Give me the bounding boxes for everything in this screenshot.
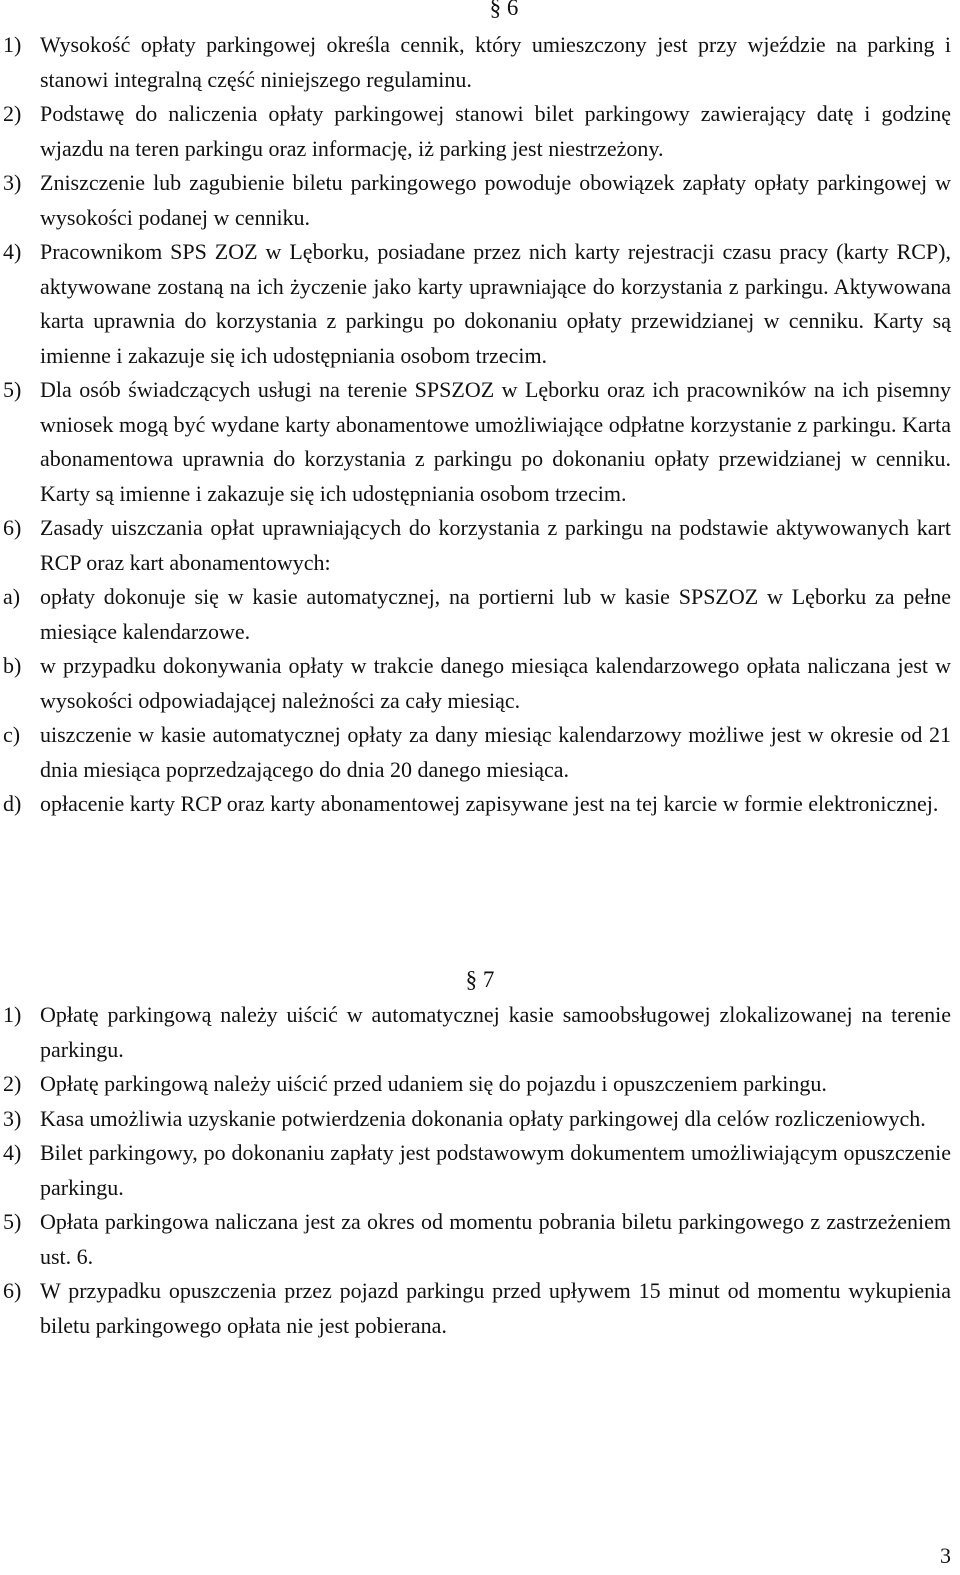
section-6-item-1	[0, 28, 951, 97]
list-item-text: Opłatę parkingową należy uiścić przed udaniem się do pojazdu i opuszczeniem parkingu.	[40, 1071, 827, 1096]
list-marker: 5)	[3, 1209, 22, 1234]
list-marker: 5)	[3, 377, 22, 402]
list-marker: 1)	[3, 32, 22, 57]
section-7-item-5	[0, 1205, 951, 1274]
list-marker: 4)	[3, 1140, 22, 1165]
list-item-text: opłacenie karty RCP oraz karty abonamentowej zapisywane jest na tej karcie w formie elektronicznej.	[40, 791, 939, 816]
list-item-text: Zasady uiszczania opłat uprawniających do korzystania z parkingu na podstawie aktywowanych kart RCP oraz kart abonamentowych:	[40, 515, 951, 575]
list-marker: 4)	[3, 239, 22, 264]
section-6-subitem-b	[0, 649, 951, 718]
list-marker: 1)	[3, 1002, 22, 1027]
list-item-text: Opłata parkingowa naliczana jest za okres od momentu pobrania biletu parkingowego z zastrzeżeniem ust. 6.	[40, 1209, 951, 1269]
page-number: 3	[940, 1543, 951, 1568]
section-7-item-2	[0, 1067, 951, 1102]
list-item-text: W przypadku opuszczenia przez pojazd parkingu przed upływem 15 minut od momentu wykupienia biletu parkingowego opłata nie jest pobierana.	[40, 1278, 951, 1338]
section-6-subitem-a	[0, 580, 951, 649]
list-item-text: Zniszczenie lub zagubienie biletu parkingowego powoduje obowiązek zapłaty opłaty parkingowej w wysokości podanej w cenniku.	[40, 170, 951, 230]
list-item-text: Bilet parkingowy, po dokonaniu zapłaty jest podstawowym dokumentem umożliwiającym opuszczenie parkingu.	[40, 1140, 951, 1200]
list-item-text: Kasa umożliwia uzyskanie potwierdzenia dokonania opłaty parkingowej dla celów rozliczeniowych.	[40, 1105, 926, 1131]
list-marker: d)	[3, 791, 22, 816]
section-7-item-4	[0, 1136, 951, 1205]
section-6-heading: § 6	[489, 0, 519, 20]
section-7-item-6	[0, 1274, 951, 1343]
list-item-text: Podstawę do naliczenia opłaty parkingowej stanowi bilet parkingowy zawierający datę i godzinę wjazdu na teren parkingu oraz informację, iż parking jest niestrzeżony.	[40, 101, 951, 161]
section-6-item-4	[0, 235, 951, 373]
list-marker: 3)	[3, 170, 22, 195]
section-6-item-3	[0, 166, 951, 235]
section-6-item-2	[0, 97, 951, 166]
list-marker: 6)	[3, 515, 22, 540]
section-7-list	[0, 998, 951, 1343]
section-6-item-6	[0, 511, 951, 580]
section-6-item-5	[0, 373, 951, 511]
list-marker: a)	[3, 584, 21, 609]
section-6-subitem-d	[0, 787, 951, 822]
list-marker: b)	[3, 653, 22, 678]
list-marker: 3)	[3, 1105, 22, 1131]
section-7-heading: § 7	[465, 967, 495, 992]
list-item-text: Opłatę parkingową należy uiścić w automatycznej kasie samoobsługowej zlokalizowanej na terenie parkingu.	[40, 1002, 951, 1062]
list-item-text: uiszczenie w kasie automatycznej opłaty za dany miesiąc kalendarzowy możliwe jest w okresie od 21 dnia miesiąca poprzedzającego do dnia 20 danego miesiąca.	[40, 722, 951, 782]
section-7-item-1	[0, 998, 951, 1067]
list-item-text: Dla osób świadczących usługi na terenie SPSZOZ w Lęborku oraz ich pracowników na ich pisemny wniosek mogą być wydane karty abonamentowe umożliwiające odpłatne korzystanie z parkingu. Karta abonamentowa uprawnia do korzystania z parkingu po dokonaniu opłaty przewidzianej w cenniku. Karty są imienne i zakazuje się ich udostępniania osobom trzecim.	[40, 377, 951, 506]
section-6-list	[0, 28, 951, 822]
list-marker: 2)	[3, 1071, 22, 1096]
list-item-text: Wysokość opłaty parkingowej określa cennik, który umieszczony jest przy wjeździe na parking i stanowi integralną część niniejszego regulaminu.	[40, 32, 951, 92]
list-marker: c)	[3, 722, 21, 747]
list-item-text: opłaty dokonuje się w kasie automatycznej, na portierni lub w kasie SPSZOZ w Lęborku za pełne miesiące kalendarzowe.	[40, 584, 951, 644]
section-7-item-3	[0, 1102, 951, 1137]
list-item-text: Pracownikom SPS ZOZ w Lęborku, posiadane przez nich karty rejestracji czasu pracy (karty RCP), aktywowane zostaną na ich życzenie jako karty uprawniające do korzystania z parkingu. Aktywowana karta uprawnia do korzystania z parkingu po dokonaniu opłaty przewidzianej w cenniku. Karty są imienne i zakazuje się ich udostępniania osobom trzecim.	[40, 239, 951, 368]
section-6-subitem-c	[0, 718, 951, 787]
list-marker: 2)	[3, 101, 22, 126]
list-marker: 6)	[3, 1278, 22, 1303]
list-item-text: w przypadku dokonywania opłaty w trakcie danego miesiąca kalendarzowego opłata naliczana jest w wysokości odpowiadającej należności za cały miesiąc.	[40, 653, 951, 713]
